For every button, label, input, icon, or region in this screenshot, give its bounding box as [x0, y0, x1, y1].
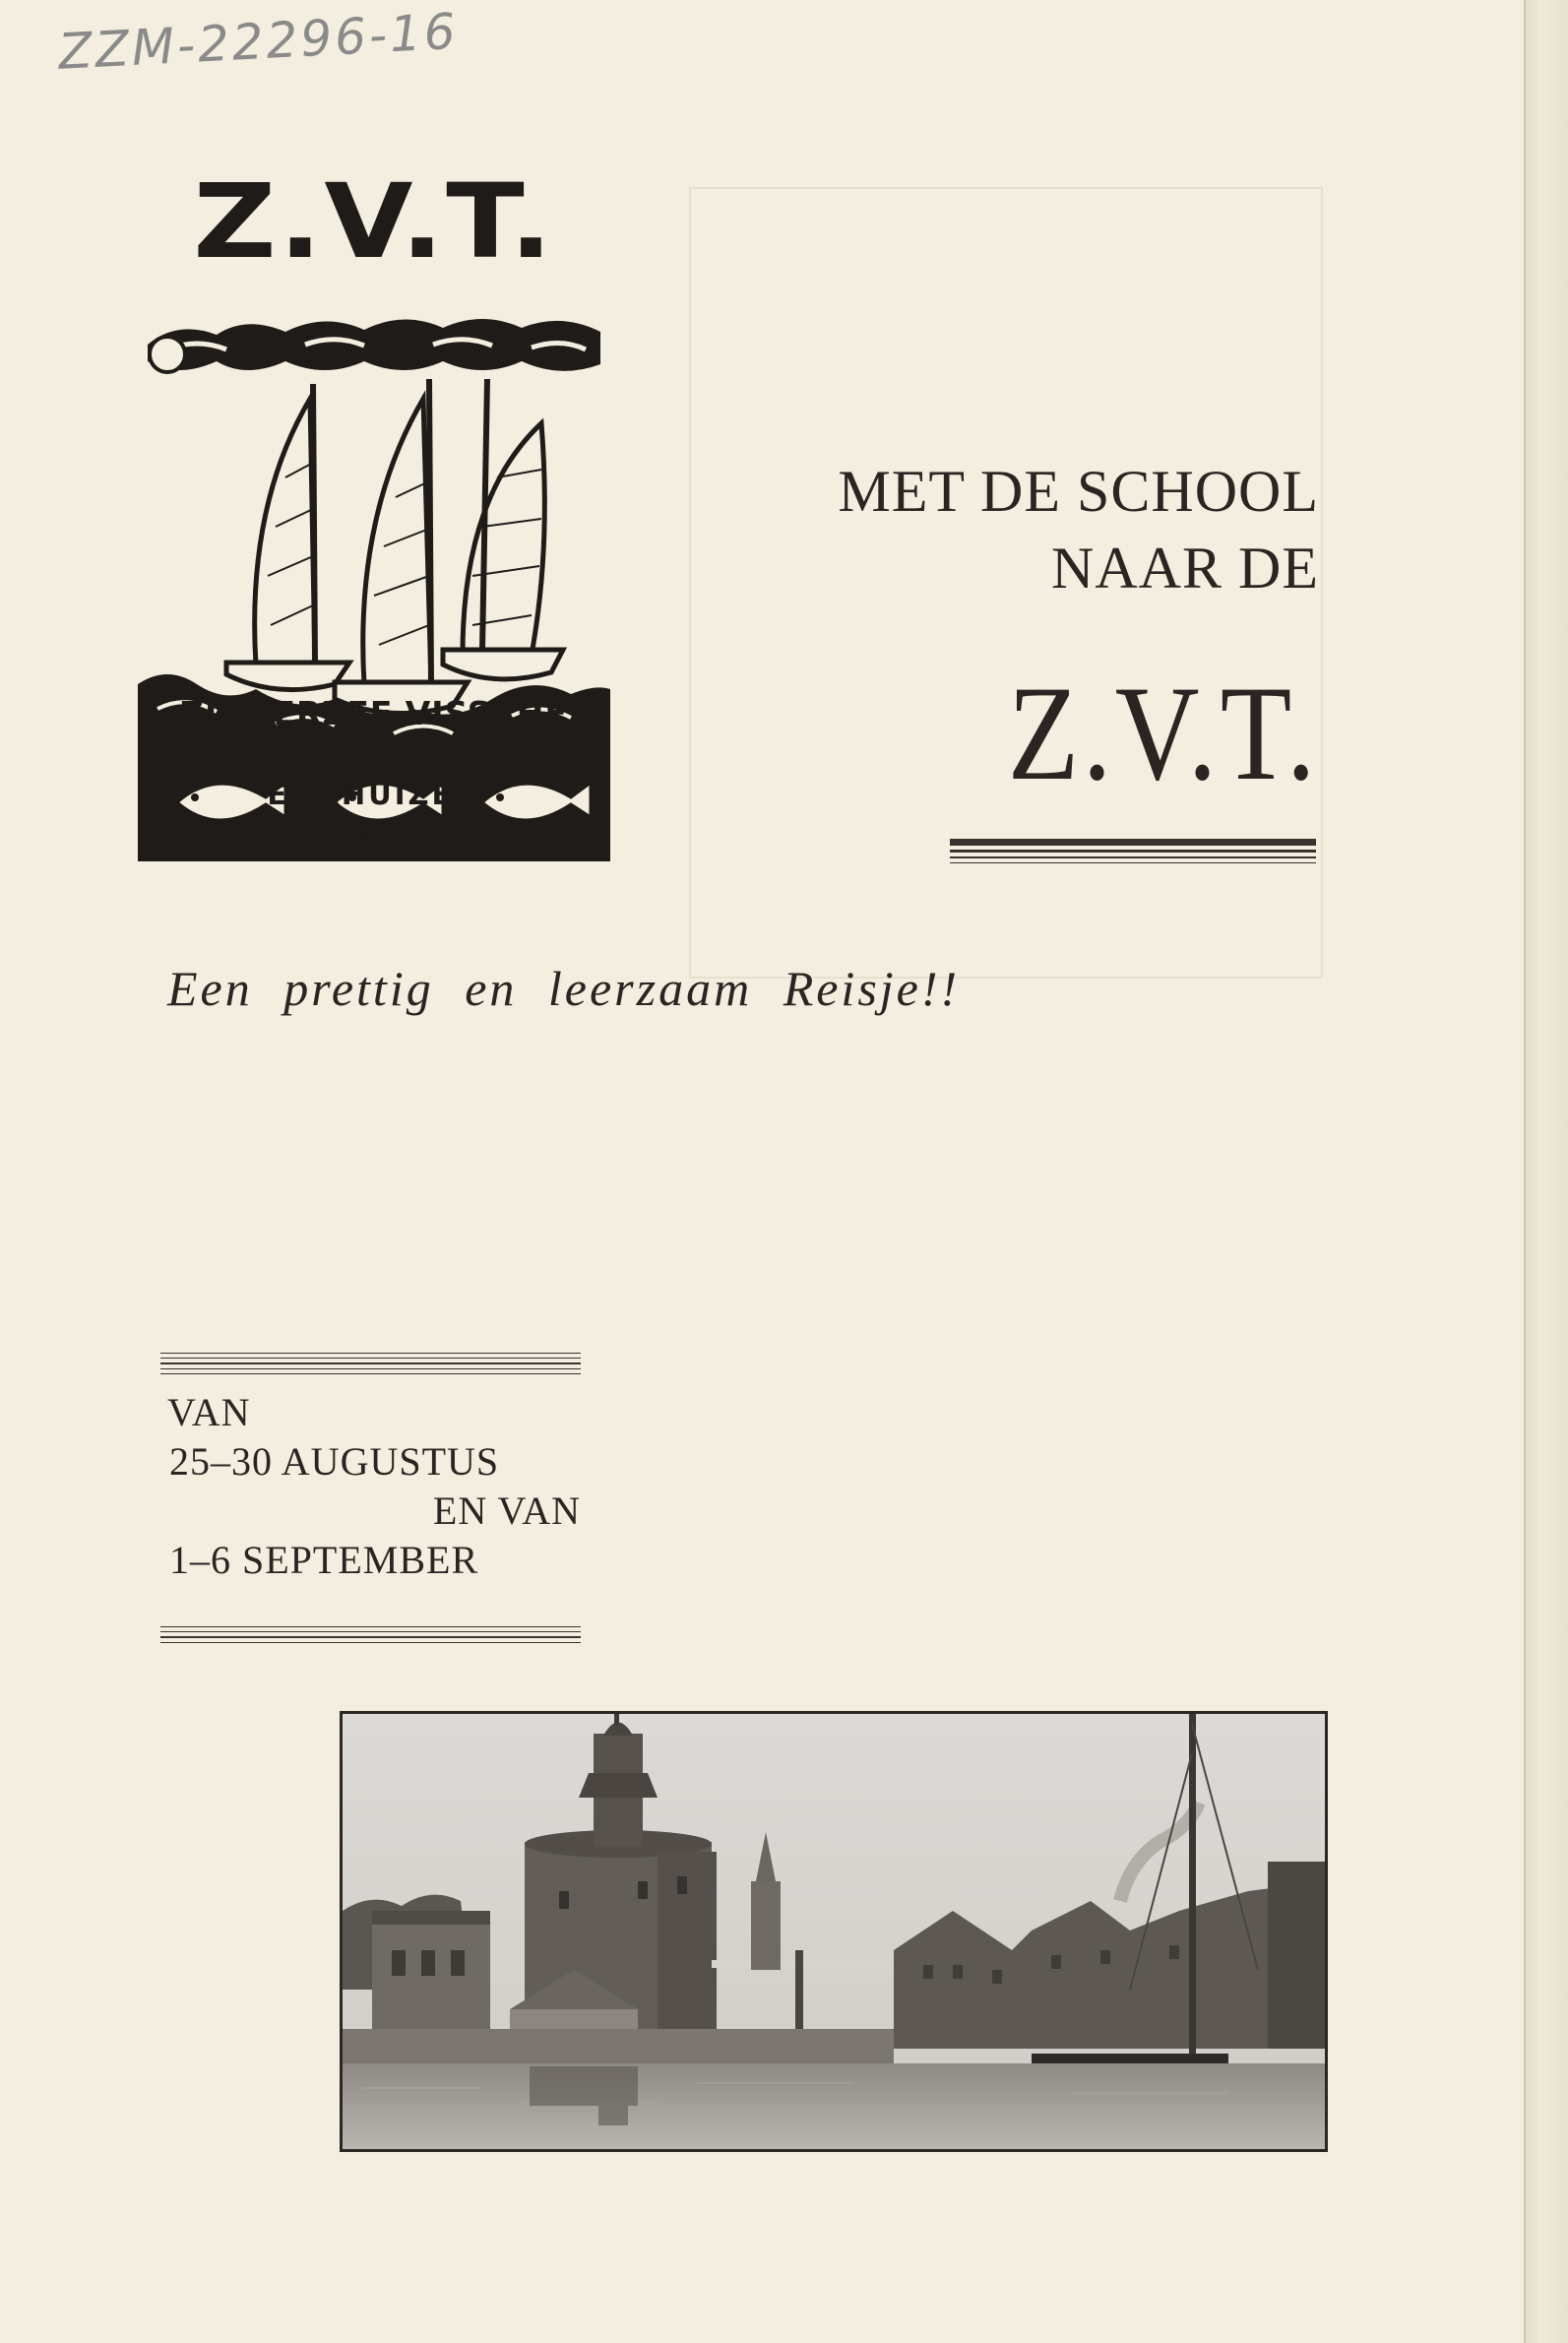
dates-line-1: VAN — [167, 1390, 251, 1434]
headline — [630, 453, 1319, 606]
headline-line-1: MET DE SCHOOL — [838, 459, 1319, 524]
harbour-photo-image — [343, 1714, 1325, 2149]
logo-city: ENKHUIZEN — [267, 778, 481, 811]
headline-line-2: NAAR DE — [1051, 536, 1319, 601]
page-edge — [1524, 0, 1568, 2343]
logo-subtitle-2: RIJ-TENTOONSTELLING — [159, 733, 589, 772]
dates-rule-bottom — [160, 1626, 581, 1647]
page-edge-line — [1524, 0, 1526, 2343]
zvt-logo — [138, 161, 610, 861]
tagline: Een prettig en leerzaam Reisje!! — [167, 961, 961, 1016]
exhibition-dates — [157, 1388, 581, 1585]
dates-rule-top — [160, 1353, 581, 1378]
harbour-photograph — [340, 1711, 1328, 2152]
inventory-number: ZZM-22296-16 — [57, 2, 460, 81]
show-through-text — [182, 1088, 1324, 1304]
dates-line-2: 25–30 AUGUSTUS — [169, 1439, 500, 1484]
logo-dates: AUG./SEPT. 1930 — [261, 820, 487, 846]
dates-line-4: 1–6 SEPTEMBER — [169, 1538, 479, 1582]
headline-rule — [950, 839, 1316, 867]
logo-subtitle-1: ZUIDERZEE-VISSCHE — [180, 694, 568, 732]
headline-zvt: Z.V.T. — [1007, 658, 1319, 808]
logo-title: Z.V.T. — [193, 161, 555, 282]
dates-line-3: EN VAN — [432, 1488, 581, 1533]
